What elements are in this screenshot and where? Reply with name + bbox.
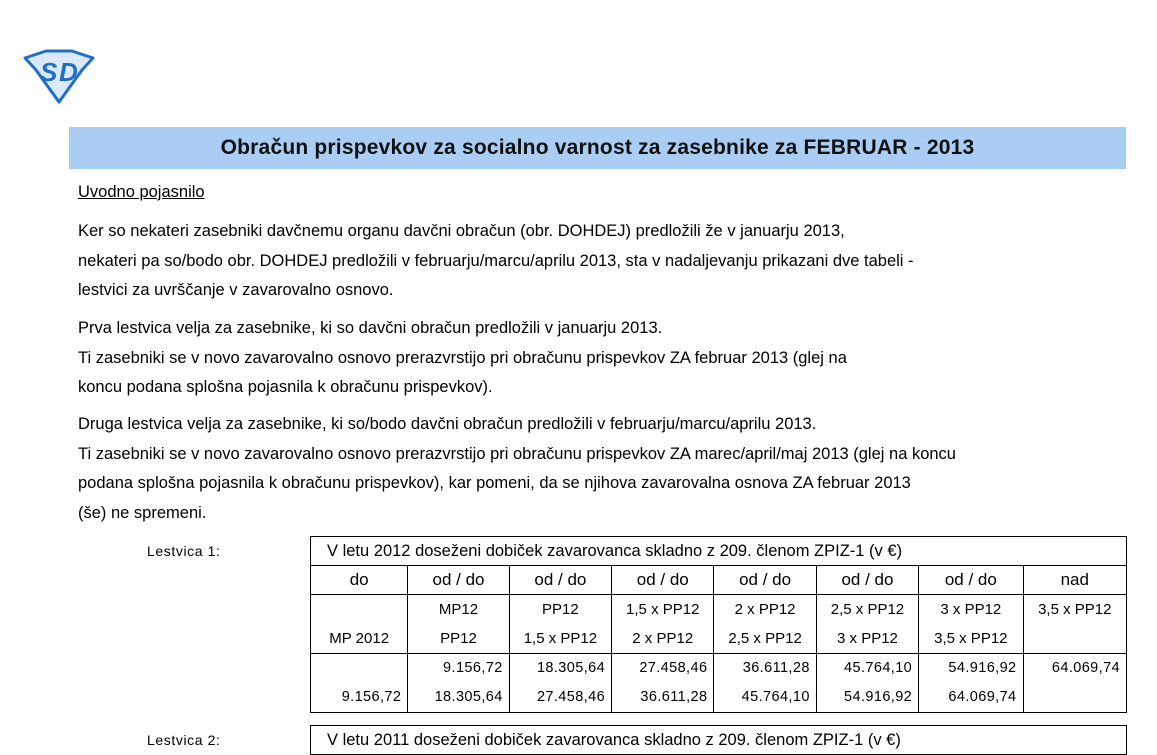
bounds-row xyxy=(311,595,1127,654)
header-cell: nad xyxy=(1023,566,1126,595)
document-title: Obračun prispevkov za socialno varnost za zasebnike za FEBRUAR - 2013 xyxy=(69,127,1126,169)
bounds-cell: MP12 PP12 xyxy=(408,595,509,654)
amounts-row xyxy=(311,654,1127,713)
paragraph-1 xyxy=(78,217,914,306)
paragraph-line: Ti zasebniki se v novo zavarovalno osnovo prerazvrstijo pri obračunu prispevkov ZA februar 2013 (glej na xyxy=(78,348,847,367)
paragraph-line: nekateri pa so/bodo obr. DOHDEJ predložili v februarju/marcu/aprilu 2013, sta v nadaljevanju prikazani dve tabeli - xyxy=(78,251,914,270)
bounds-cell: MP 2012 xyxy=(311,595,408,654)
lestvica-1-label: Lestvica 1: xyxy=(147,543,221,559)
amount-cell: 9.156,72 xyxy=(311,654,408,713)
paragraph-line: Prva lestvica velja za zasebnike, ki so davčni obračun predložili v januarju 2013. xyxy=(78,319,663,337)
paragraph-3 xyxy=(78,410,956,528)
header-cell: do xyxy=(311,566,408,595)
svg-text:S: S xyxy=(40,57,58,87)
paragraph-line: Ker so nekateri zasebniki davčnemu organu davčni obračun (obr. DOHDEJ) predložili že v januarju 2013, xyxy=(78,222,845,240)
amount-cell: 54.916,92 64.069,74 xyxy=(919,654,1023,713)
bounds-cell: 2,5 x PP12 3 x PP12 xyxy=(816,595,918,654)
header-cell: od / do xyxy=(408,566,509,595)
lestvica-2-caption: V letu 2011 doseženi dobiček zavarovanca skladno z 209. členom ZPIZ-1 (v €) xyxy=(311,726,1127,755)
svg-text:D: D xyxy=(59,57,78,87)
paragraph-2 xyxy=(78,314,847,403)
amount-cell: 18.305,64 27.458,46 xyxy=(509,654,611,713)
amount-cell: 27.458,46 36.611,28 xyxy=(612,654,714,713)
bounds-cell: 1,5 x PP12 2 x PP12 xyxy=(612,595,714,654)
paragraph-line: podana splošna pojasnila k obračunu prispevkov), kar pomeni, da se njihova zavarovalna osnova ZA februar 2013 xyxy=(78,474,911,492)
header-row xyxy=(311,566,1127,595)
bounds-cell: PP12 1,5 x PP12 xyxy=(509,595,611,654)
sd-shield-logo xyxy=(22,48,96,104)
bounds-cell: 3 x PP12 3,5 x PP12 xyxy=(919,595,1023,654)
amount-cell: 64.069,74 xyxy=(1023,654,1126,713)
header-cell: od / do xyxy=(509,566,611,595)
header-cell: od / do xyxy=(714,566,816,595)
intro-heading: Uvodno pojasnilo xyxy=(78,183,205,201)
paragraph-line: koncu podana splošna pojasnila k obračunu prispevkov). xyxy=(78,378,493,396)
header-cell: od / do xyxy=(612,566,714,595)
lestvica-1-table xyxy=(310,536,1127,713)
bounds-cell: 2 x PP12 2,5 x PP12 xyxy=(714,595,816,654)
header-cell: od / do xyxy=(816,566,918,595)
paragraph-line: Ti zasebniki se v novo zavarovalno osnovo prerazvrstijo pri obračunu prispevkov ZA marec/april/maj 2013 (glej na koncu xyxy=(78,444,956,463)
bounds-cell: 3,5 x PP12 xyxy=(1023,595,1126,654)
paragraph-line: (še) ne spremeni. xyxy=(78,503,207,522)
lestvica-2-label: Lestvica 2: xyxy=(147,732,221,748)
lestvica-2-table xyxy=(310,725,1127,755)
paragraph-line: Druga lestvica velja za zasebnike, ki so/bodo davčni obračun predložili v februarju/marcu/aprilu 2013. xyxy=(78,415,817,433)
header-cell: od / do xyxy=(919,566,1023,595)
lestvica-1-caption: V letu 2012 doseženi dobiček zavarovanca skladno z 209. členom ZPIZ-1 (v €) xyxy=(311,537,1127,566)
amount-cell: 9.156,72 18.305,64 xyxy=(408,654,509,713)
paragraph-line: lestvici za uvrščanje v zavarovalno osnovo. xyxy=(78,281,394,299)
amount-cell: 36.611,28 45.764,10 xyxy=(714,654,816,713)
amount-cell: 45.764,10 54.916,92 xyxy=(816,654,918,713)
